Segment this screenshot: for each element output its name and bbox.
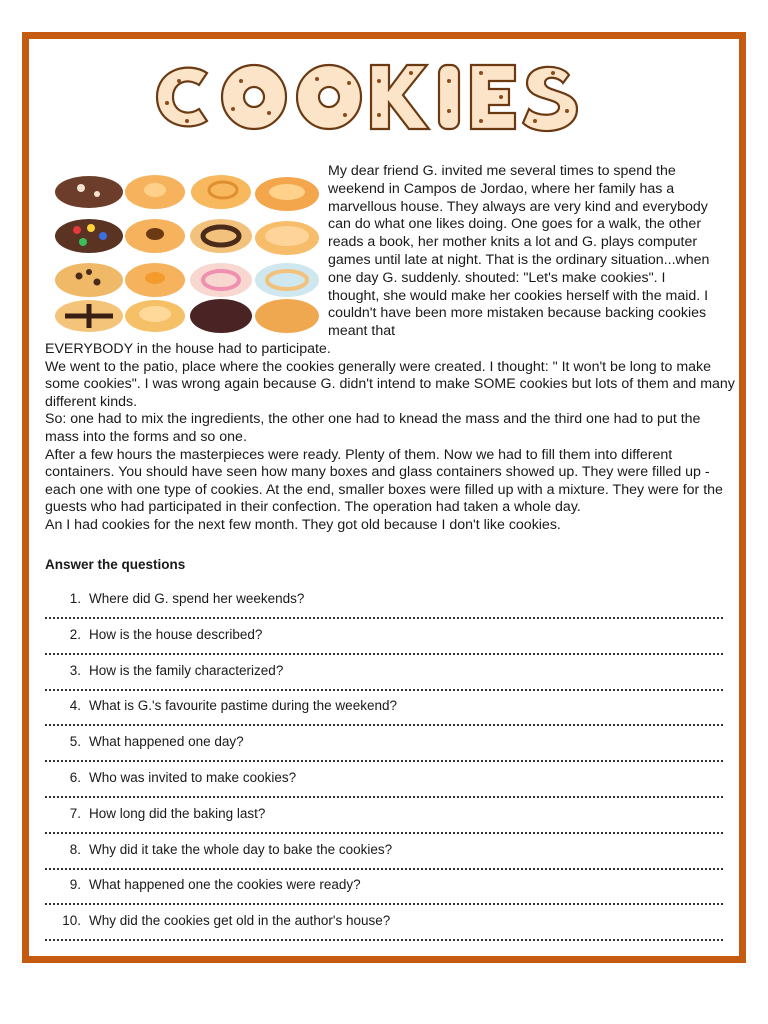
answer-line[interactable]: [45, 718, 723, 726]
question-text: Who was invited to make cookies?: [89, 769, 297, 785]
answer-line[interactable]: [45, 611, 723, 619]
intro-paragraph: My dear friend G. invited me several times to spend the weekend in Campos de Jordao, where her family has a marvellous house. They always are very kind and everybody can do what one likes doing. One goes for a walk, the other reads a book, her mother knits a lot and G. plays computer games until late at night. That is the ordinary situation...when one day G. suddenly. shouted: "Let's make cookies". I thought, she would make her cookies herself with the maid. I couldn't have been more mistaken because backing cookies meant that: [328, 163, 710, 340]
question-number: 6.: [69, 769, 81, 785]
question-text: How long did the baking last?: [89, 805, 266, 821]
answer-line[interactable]: [45, 790, 723, 798]
question-number: 5.: [69, 734, 81, 750]
story-body: [45, 341, 735, 535]
question-item: [45, 806, 725, 842]
question-number: 9.: [69, 877, 81, 893]
question-item: [45, 877, 725, 913]
question-text: How is the house described?: [89, 626, 263, 642]
cookies-illustration: [51, 164, 331, 334]
answer-line[interactable]: [45, 933, 723, 941]
question-number: 7.: [69, 805, 81, 821]
question-number: 10.: [62, 913, 81, 929]
question-item: [45, 627, 725, 663]
questions-list: [45, 591, 725, 949]
question-item: [45, 591, 725, 627]
question-item: [45, 770, 725, 806]
question-item: [45, 698, 725, 734]
answer-line[interactable]: [45, 897, 723, 905]
question-text: What happened one day?: [89, 734, 244, 750]
question-item: [45, 842, 725, 878]
title-banner: [29, 51, 739, 141]
question-text: How is the family characterized?: [89, 662, 284, 678]
answer-line[interactable]: [45, 754, 723, 762]
question-number: 1.: [69, 591, 81, 606]
answer-line[interactable]: [45, 683, 723, 691]
worksheet-page: [22, 32, 746, 963]
question-item: [45, 913, 725, 949]
title-cookie-letters: [149, 51, 619, 141]
story-paragraph: We went to the patio, place where the cookies generally were created. I thought: " It won't be long to make some cookies". I was wrong again because G. didn't intend to make SOME cookies but lots of them and many different kinds.: [45, 358, 735, 410]
story-paragraph: An I had cookies for the next few month. They got old because I don't like cookies.: [45, 516, 561, 533]
story-paragraph: After a few hours the masterpieces were ready. Plenty of them. Now we had to fill them into different containers. You should have seen how many boxes and glass containers showed up. They were filled up - each one with one type of cookies. At the end, smaller boxes were filled up with a mixture. They were for the guests who had participated in their confection. The operation had taken a whole day.: [45, 446, 723, 516]
story-paragraph: So: one had to mix the ingredients, the other one had to knead the mass and the third one had to put the mass into the forms and so one.: [45, 411, 701, 445]
question-text: What is G.'s favourite pastime during the weekend?: [89, 698, 397, 714]
answer-line[interactable]: [45, 826, 723, 834]
question-item: [45, 734, 725, 770]
question-number: 3.: [69, 662, 81, 678]
question-number: 4.: [69, 698, 81, 714]
question-text: Why did the cookies get old in the author's house?: [89, 913, 391, 929]
question-text: Where did G. spend her weekends?: [89, 591, 305, 606]
question-number: 2.: [69, 626, 81, 642]
question-text: What happened one the cookies were ready?: [89, 877, 361, 893]
questions-heading: Answer the questions: [45, 557, 186, 572]
question-number: 8.: [69, 841, 81, 857]
answer-line[interactable]: [45, 862, 723, 870]
question-text: Why did it take the whole day to bake the cookies?: [89, 841, 393, 857]
question-item: [45, 663, 725, 699]
answer-line[interactable]: [45, 647, 723, 655]
story-paragraph: EVERYBODY in the house had to participate.: [45, 341, 331, 357]
